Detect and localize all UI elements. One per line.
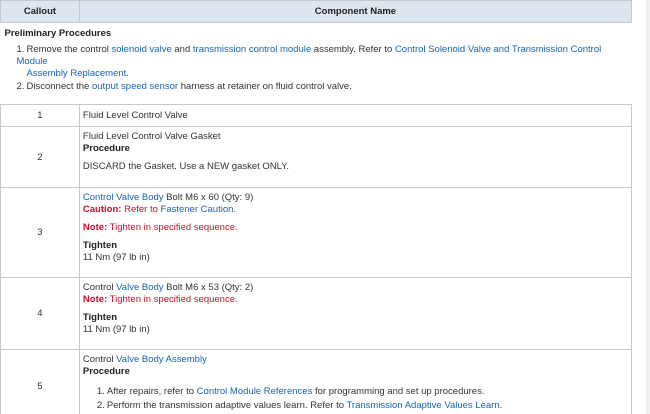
tighten-label: Tighten [82, 312, 118, 323]
procedure-label: Procedure [82, 366, 130, 377]
table-header-row [1, 1, 632, 23]
preliminary-procedures-cell [1, 23, 632, 105]
preliminary-procedures-row [1, 23, 632, 105]
output-speed-sensor-link[interactable]: output speed sensor [91, 81, 179, 92]
callout-1: 1 [1, 105, 80, 127]
table-row [1, 350, 632, 414]
table-row [1, 278, 632, 350]
procedure-step-1: 1. After repairs, refer to Control Module References for programming and set up procedures. [96, 386, 485, 397]
component-name-2: Fluid Level Control Valve Gasket [82, 131, 221, 142]
callout-5: 5 [1, 350, 80, 414]
control-module-references-link[interactable]: Control Module References [196, 386, 313, 397]
control-solenoid-valve-replacement-link[interactable]: Control Solenoid Valve and Transmission Control Module [16, 44, 602, 67]
transmission-control-module-link[interactable]: transmission control module [192, 44, 312, 55]
caution-line: Caution: Refer to Fastener Caution. [82, 204, 237, 215]
component-cell-2 [79, 127, 631, 188]
procedure-steps [83, 386, 628, 412]
component-name-5: Control Valve Body Assembly [82, 354, 207, 365]
component-cell-3 [79, 188, 631, 278]
note-line: Note: Tighten in specified sequence. [82, 294, 238, 305]
table-row [1, 188, 632, 278]
component-name-1: Fluid Level Control Valve [79, 105, 631, 127]
preliminary-step-1: 1. Remove the control solenoid valve and transmission control module assembly. Refer to Control Solenoid Valve and Transmission Control Module Assembly Replacement. [16, 44, 602, 79]
component-cell-5 [79, 350, 631, 414]
preliminary-step-2: 2. Disconnect the output speed sensor harness at retainer on fluid control valve. [16, 81, 352, 92]
table-row [1, 127, 632, 188]
solenoid-valve-link[interactable]: solenoid valve [111, 44, 172, 55]
tighten-label: Tighten [82, 240, 118, 251]
procedure-text: DISCARD the Gasket. Use a NEW gasket ONLY. [82, 161, 289, 172]
procedure-label: Procedure [82, 143, 130, 154]
preliminary-steps [5, 44, 628, 93]
preliminary-title: Preliminary Procedures [4, 28, 112, 39]
component-name-4: Control Valve Body Bolt M6 x 53 (Qty: 2) [82, 282, 254, 293]
header-component-name: Component Name [79, 1, 631, 23]
control-valve-body-link[interactable]: Control Valve Body [82, 192, 164, 203]
tighten-value: 11 Nm (97 lb in) [82, 324, 150, 335]
tighten-value: 11 Nm (97 lb in) [82, 252, 150, 263]
component-cell-4 [79, 278, 631, 350]
valve-body-assembly-link[interactable]: Valve Body Assembly [116, 354, 207, 365]
valve-body-link[interactable]: Valve Body [116, 282, 164, 293]
component-name-3: Control Valve Body Bolt M6 x 60 (Qty: 9) [82, 192, 254, 203]
header-callout: Callout [1, 1, 80, 23]
scrollbar[interactable] [646, 0, 650, 414]
table-row [1, 105, 632, 127]
note-line: Note: Tighten in specified sequence. [82, 222, 238, 233]
transmission-adaptive-values-learn-link[interactable]: Transmission Adaptive Values Learn [346, 400, 500, 411]
callout-4: 4 [1, 278, 80, 350]
callout-3: 3 [1, 188, 80, 278]
callout-2: 2 [1, 127, 80, 188]
fastener-caution-link[interactable]: Fastener Caution [160, 204, 234, 215]
assembly-replacement-link[interactable]: Assembly Replacement [26, 68, 127, 79]
procedure-step-2: 2. Perform the transmission adaptive values learn. Refer to Transmission Adaptive Values Learn. [96, 400, 503, 411]
